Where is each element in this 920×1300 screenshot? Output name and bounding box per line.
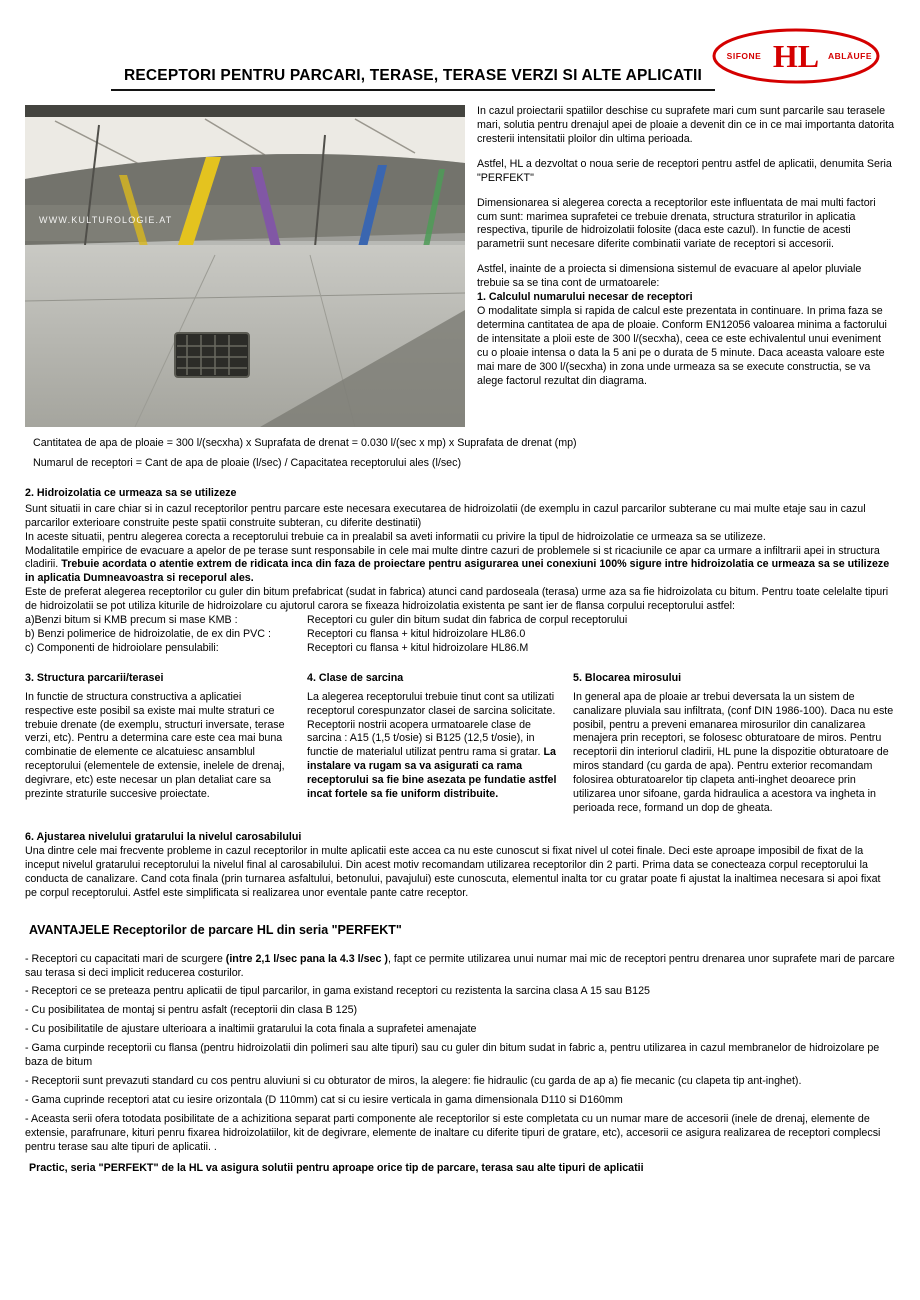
three-column-section	[25, 672, 895, 816]
intro-heading-calcul: 1. Calculul numarului necesar de receptori	[477, 291, 693, 304]
option-b-value: Receptori cu flansa + kitul hidroizolare HL86.0	[307, 628, 526, 641]
section-ajustarea-nivelului	[25, 831, 895, 901]
formula-line-1: Cantitatea de apa de ploaie = 300 l/(secxha) x Suprafata de drenat = 0.030 l/(sec x mp) x Suprafata de drenat (mp)	[33, 437, 577, 450]
section2-paragraph-2: In aceste situatii, pentru alegerea corecta a receptorului trebuie ca in prealabil sa aveti informatii cu privire la tipul de hidroizolatie ce urmeaza sa se utilizeze.	[25, 530, 766, 543]
section4-body-bold: La instalare va rugam sa va asigurati ca rama receptorului sa fie bine asezata pe fundatie astfel incat fortele sa fie uniform distribuite.	[307, 746, 557, 801]
page-title: RECEPTORI PENTRU PARCARI, TERASE, TERASE VERZI SI ALTE APLICATII	[111, 66, 715, 91]
photo-watermark: WWW.KULTUROLOGIE.AT	[39, 215, 173, 226]
section4-body	[307, 691, 557, 802]
logo-text-hl: HL	[772, 38, 820, 74]
hidroizolare-option-c	[25, 642, 895, 656]
advantage-item: - Gama cuprinde receptori atat cu iesire orizontala (D 110mm) cat si cu iesire verticala in gama dimensionala D110 si D160mm	[25, 1093, 623, 1106]
advantages-list	[25, 953, 895, 1155]
option-c-label: c) Componenti de hidroiolare pensulabili:	[25, 641, 219, 654]
option-b-label: b) Benzi polimerice de hidroizolatie, de ex din PVC :	[25, 628, 271, 641]
advantages-heading: AVANTAJELE Receptorilor de parcare HL din seria "PERFEKT"	[29, 923, 402, 938]
advantages-footer: Practic, seria "PERFEKT" de la HL va asigura solutii pentru aproape orice tip de parcare, terasa sau alte tipuri de aplicatii	[29, 1161, 644, 1174]
section6-heading: 6. Ajustarea nivelului gratarului la nivelul carosabilului	[25, 830, 302, 843]
intro-column	[477, 105, 895, 427]
section4-body-normal: La alegerea receptorului trebuie tinut cont sa utilizati receptorul corespunzator clasei de sarcina solicitate. Receptorii nostrii acopera urmatoarele clase de sarcina : A15 (1,5 t/osie) si B125 (12,5 t/osie), in functie de materialul utilizat pentru rama si gratar.	[307, 690, 556, 759]
advantage-item-0-pre: - Receptori cu capacitati mari de scurgere	[25, 952, 226, 965]
advantage-item: - Receptori ce se preteaza pentru aplicatii de tipul parcarilor, in gama existand receptori cu rezistenta la sarcina clasa A 15 sau B125	[25, 985, 650, 998]
advantage-item-0-bold: (intre 2,1 l/sec pana la 4.3 l/sec )	[225, 952, 388, 965]
hidroizolare-option-a	[25, 614, 895, 628]
section3-body: In functie de structura constructiva a aplicatiei respective este posibil sa existe mai multe straturi ce trebuie drenate (de exemplu, structuri inversate, terase verzi, etc). Pentru a determina care este cea mai buna combinatie de elemente ce alcatuiesc ansamblul receptorului (elementele de extensie, inelele de drenaj, degivrare, etc) este necesar un plan detaliat care sa prezinte straturile succesive proiectate.	[25, 690, 285, 801]
section2-paragraph-4: Este de preferat alegerea receptorilor cu guler din bitum prefabricat (sudat in fabrica) atunci cand pardoseala (terasa) urme aza sa fie hidroizolata cu bitum. Pentru toate celelalte tipuri de hidroizolatii se pot utiliza kiturile de hidroizolare cu ajutorul carora se fixeaza hidroizolatia existenta pe sant ier de flansa corpului receptorului astfel:	[25, 586, 889, 613]
section-structura	[25, 672, 291, 816]
advantage-item: - Aceasta serii ofera totodata posibilitate de a achizitiona separat parti componente ale receptorilor si este completata cu un numar mare de accesorii (inele de drenaj, elemente de extensie, parafrunare, kituri penru fixarea hidroizolatiilor, kit de degivrare, elemente de inaltare cu diferite tipuri de gratare, etc), accesorii ce asigura realizarea de receptori complecsi pentru terase sau alte tipuri de aplicatii. .	[25, 1112, 881, 1153]
parking-photo	[25, 105, 465, 427]
advantage-item: - Receptorii sunt prevazuti standard cu cos pentru aluviuni si cu obturator de miros, la alegere: fie hidraulic (cu garda de ap a) fie mecanic (cu clapeta tip ant-inghet).	[25, 1075, 802, 1088]
section2-paragraph-3-normal: Modalitatile empirice de evacuare a apelor de pe terase sunt responsabile in cele mai multe dintre cazuri de problemele si st ricaciunile ce apar ca urmare a infiltrarii apei in structura cladirii.	[25, 544, 880, 571]
option-a-value: Receptori cu guler din bitum sudat din fabrica de corpul receptorului	[307, 614, 628, 627]
section3-heading: 3. Structura parcarii/terasei	[25, 671, 164, 684]
top-section	[25, 105, 895, 427]
advantage-item: - Gama curpinde receptorii cu flansa (pentru hidroizolatii din polimeri sau alte tipuri) sau cu guler din bitum sudat in fabric a, pentru utilizarea in cazul membranelor de hidroizolare pe baza de bitum	[25, 1042, 880, 1069]
advantages-section	[25, 922, 895, 1175]
parking-photo-graphic	[25, 105, 465, 427]
section4-heading: 4. Clase de sarcina	[307, 671, 404, 684]
hl-logo-graphic	[710, 26, 882, 86]
intro-paragraph-3: Dimensionarea si alegerea corecta a receptorilor este influentata de mai multi factori cum sunt: marimea suprafetei ce trebuie drenata, structura straturilor in aplicatia respectiva, tipurile de hidroizolatii folosite (daca este cazul). In functie de acesti parametrii sunt necesare diferite combinatii variate de receptori si accesorii.	[477, 196, 876, 251]
advantage-item: - Cu posibilitatile de ajustare ulterioara a inaltimii gratarului la cota finala a suprafetei amenajate	[25, 1023, 477, 1036]
section2-paragraph-3-bold: Trebuie acordata o atentie extrem de ridicata inca din faza de proiectare pentru asigurarea unei conexiuni 100% sigure intre hidroizolatia ce urmeaza sa se utilizeze in aplicatia Dumneavoastra si receporul ales.	[25, 558, 890, 585]
section-clase-sarcina	[307, 672, 557, 816]
hidroizolare-option-b	[25, 628, 895, 642]
intro-paragraph-5: O modalitate simpla si rapida de calcul este prezentata in continuare. In prima faza se determina cantitatea de apa de ploaie. Conform EN12056 valoarea minima a factorului de intensitate a ploii este de 300 l/(secxha), ceea ce este echivalentul unui eveniment cu o ploaie intensa o data la 5 ani pe o durata de 5 minute. Daca aceasta valoare este mai mare de 300 l/(secxha) in zona unde urmeaza sa se execute constructia, se va alege factorul rezultat din diagrama.	[477, 305, 887, 387]
advantage-item-0-post: , fapt ce permite utilizarea unui numar mai mic de receptori pentru drenarea unor suprafete mari de parcare sau terasa si deci implicit reducerea costurilor.	[25, 952, 895, 979]
formula-line-2: Numarul de receptori = Cant de apa de ploaie (l/sec) / Capacitatea receptorului ales (l/sec)	[33, 457, 462, 470]
drain-grate	[175, 333, 249, 377]
logo-text-sifone: SIFONE	[726, 51, 762, 61]
section2-paragraph-1: Sunt situatii in care chiar si in cazul receptorilor pentru parcare este necesara executarea de hidroizolatii (de exemplu in cazul parcarilor subterane cu mai multe etaje sau in cazul parcarilor exterioare construite peste spatii construite subteran, cu diferite destinatii)	[25, 502, 866, 529]
section5-heading: 5. Blocarea mirosului	[573, 671, 682, 684]
section5-body: In general apa de ploaie ar trebui deversata la un sistem de canalizare pluviala sau infiltrata, (conf DIN 1986-100). Daca nu este posibil, pentru a preveni emanarea mirosurilor din canalizarea menajera prin receptori, se folosesc obturatoare de miros. Pentru receptorii din interiorul cladirii, HL pune la dispozitie obturatoare de miros standard (cu garda de apa). Pentru exterior recomandam folosirea obturatoarelor tip clapeta anti-inghet deoarece prin utilizarea unor sifoane, garda hidraulica a acestora va ingheta in perioada rece, formand un dop de gheata.	[573, 690, 894, 814]
intro-paragraph-4: Astfel, inainte de a proiecta si dimensiona sistemul de evacuare al apelor pluviale trebuie sa se tina cont de urmatoarele:	[477, 263, 862, 290]
intro-paragraph-2: Astfel, HL a dezvoltat o noua serie de receptori pentru astfel de aplicatii, denumita Seria "PERFEKT"	[477, 157, 892, 184]
intro-paragraph-1: In cazul proiectarii spatiilor deschise cu suprafete mari cum sunt parcarile sau terasele mari, solutia pentru drenajul apei de ploaie a devenit din ce in ce mai importanta datorita cresterii intensitatii ploilor din ultima perioada.	[477, 105, 895, 145]
hl-logo	[710, 26, 882, 91]
advantage-item: - Cu posibilitatea de montaj si pentru asfalt (receptorii din clasa B 125)	[25, 1004, 358, 1017]
advantage-item	[25, 953, 895, 981]
section6-body: Una dintre cele mai frecvente probleme in cazul receptorilor in multe aplicatii este accea ca nu este cunoscut si fixat nivel ul cotei finale. Deci este aproape imposibil de fixat de la inceput nivelul gratarului receptorului la nivelul final al carosabilului. Din acest motiv recomandam utilizarea receptorilor din 2 parti. Prima data se conecteaza corpul receptorului la conducta de canalizare. Cand cota finala (prin turnarea asfaltului, betonului, pavajului) este cunoscuta, elementul inalta tor cu gratar poate fi ajustat la inaltimea necesara si apoi fixat pe corpul receptorului. Astfel este simplificata si realizarea unor eventale pante catre receptor.	[25, 844, 881, 899]
section-blocarea-mirosului	[573, 672, 901, 816]
option-a-label: a)Benzi bitum si KMB precum si mase KMB :	[25, 614, 238, 627]
section2-paragraph-3	[25, 545, 895, 587]
section-hidroizolatia	[25, 487, 895, 656]
logo-text-ablaufe: ABLÄUFE	[827, 51, 873, 61]
section2-heading: 2. Hidroizolatia ce urmeaza sa se utilizeze	[25, 486, 237, 499]
option-c-value: Receptori cu flansa + kitul hidroizolare HL86.M	[307, 641, 529, 654]
formula-block	[25, 437, 895, 471]
